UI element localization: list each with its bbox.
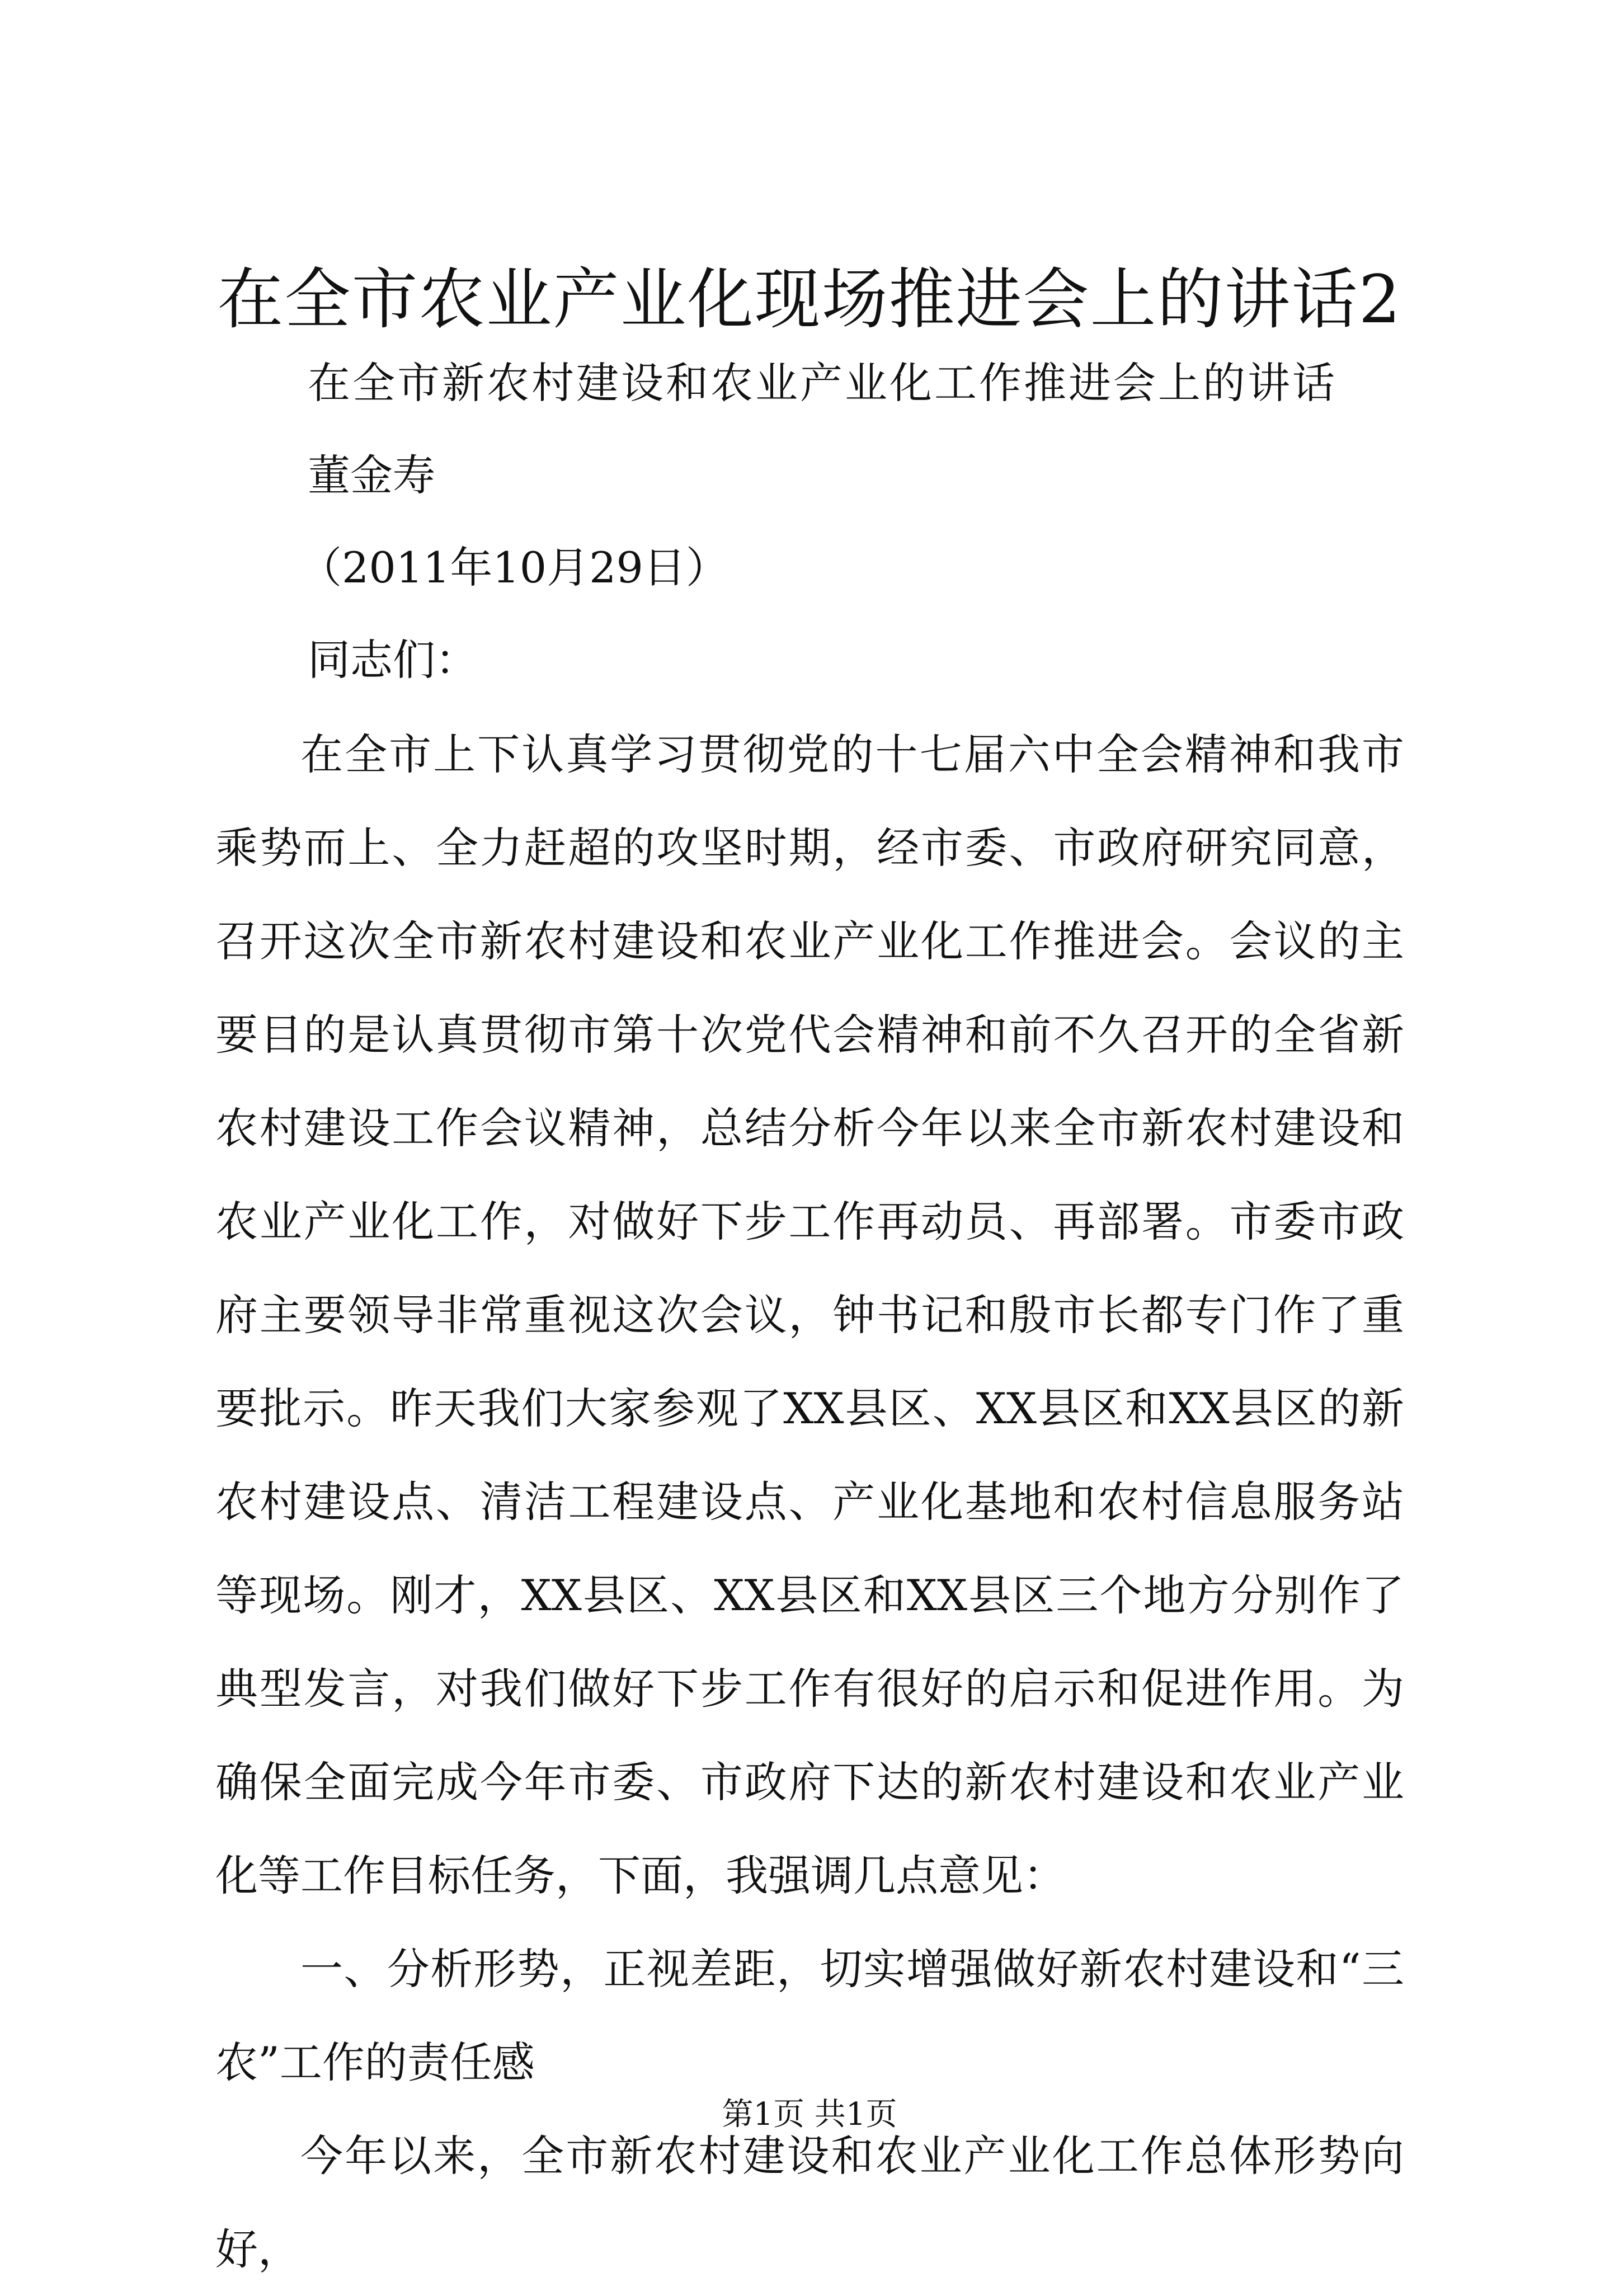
- document-title: 在全市农业产业化现场推进会上的讲话2: [217, 261, 1402, 338]
- body-paragraph: 今年以来，全市新农村建设和农业产业化工作总体形势向好，: [215, 2131, 1404, 2274]
- document-body: [215, 708, 1404, 2296]
- page-footer: 第1页 共1页: [722, 2096, 897, 2133]
- document-subtitle: 在全市新农村建设和农业产业化工作推进会上的讲话: [308, 358, 1337, 408]
- body-paragraph: 在全市上下认真学习贯彻党的十七届六中全会精神和我市乘势而上、全力赶超的攻坚时期，经市委、市政府研究同意，召开这次全市新农村建设和农业产业化工作推进会。会议的主要目的是认真贯彻市第十次党代会精神和前不久召开的全省新农村建设工作会议精神，总结分析今年以来全市新农村建设和农业产业化工作，对做好下步工作再动员、再部署。市委市政府主要领导非常重视这次会议，钟书记和殷市长都专门作了重要批示。昨天我们大家参观了XX县区、XX县区和XX县区的新农村建设点、清洁工程建设点、产业化基地和农村信息服务站等现场。刚才，XX县区、XX县区和XX县区三个地方分别作了典型发言，对我们做好下步工作有很好的启示和促进作用。为确保全面完成今年市委、市政府下达的新农村建设和农业产业化等工作目标任务，下面，我强调几点意见：: [215, 730, 1404, 1900]
- greeting: 同志们：: [308, 635, 478, 685]
- author-name: 董金寿: [308, 450, 435, 500]
- speech-date: （2011年10月29日）: [299, 543, 728, 592]
- section-heading: 一、分析形势，正视差距，切实增强做好新农村建设和“三农”工作的责任感: [215, 1944, 1404, 2087]
